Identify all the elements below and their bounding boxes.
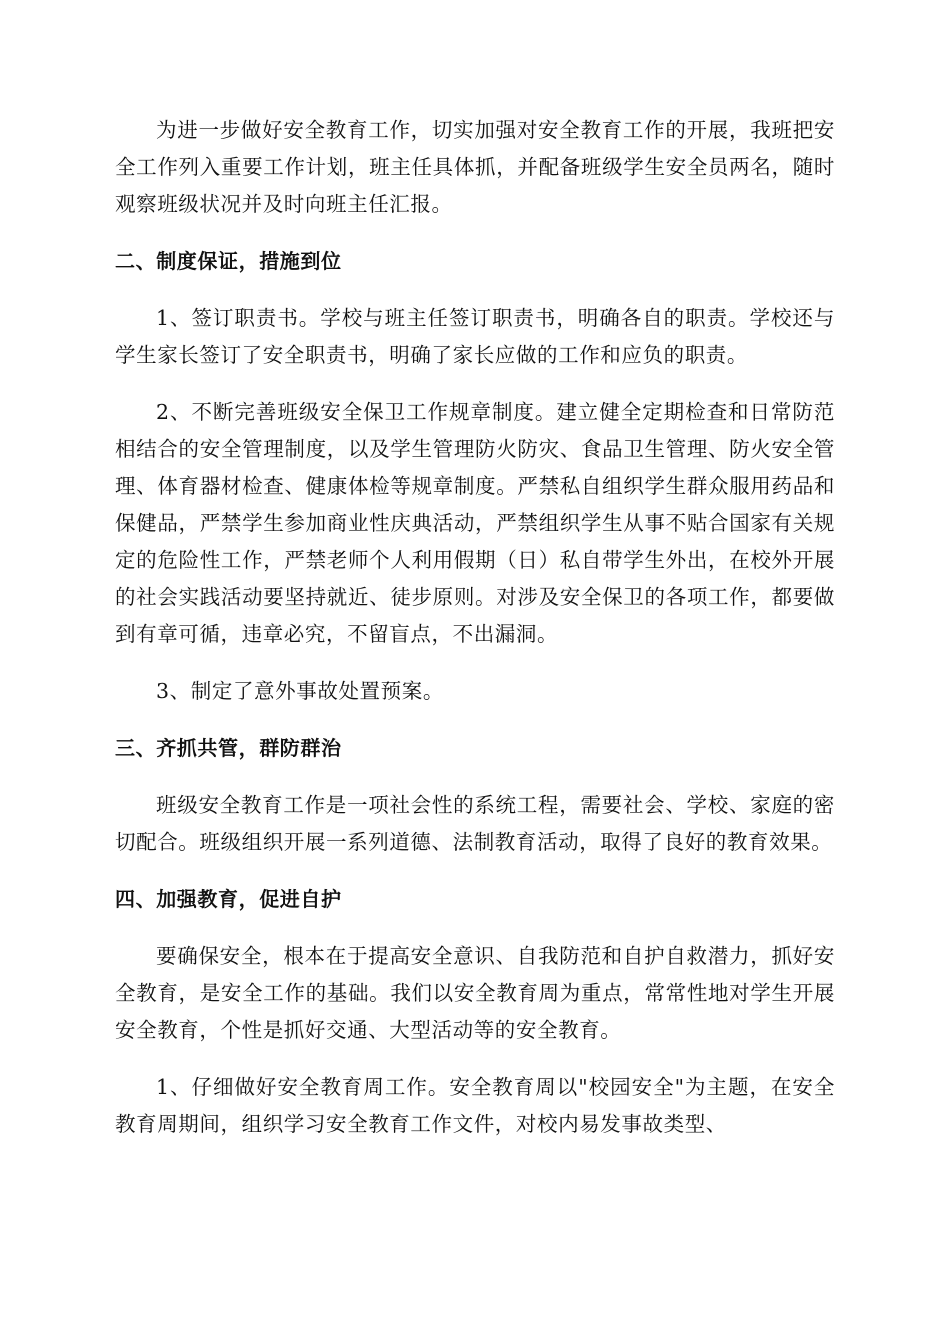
section-heading-3: 三、齐抓共管，群防群治 [115,736,342,760]
document-body [115,112,835,1163]
section-heading-4: 四、加强教育，促进自护 [115,887,342,911]
intro-paragraph: 为进一步做好安全教育工作，切实加强对安全教育工作的开展，我班把安全工作列入重要工作计划，班主任具体抓，并配备班级学生安全员两名，随时观察班级状况并及时向班主任汇报。 [115,118,835,216]
paragraph-contingency: 3、制定了意外事故处置预案。 [156,679,444,703]
paragraph-regulations: 2、不断完善班级安全保卫工作规章制度。建立健全定期检查和日常防范相结合的安全管理制度，以及学生管理防火防灾、食品卫生管理、防火安全管理、体育器材检查、健康体检等规章制度。严禁私自组织学生群众服用药品和保健品，严禁学生参加商业性庆典活动，严禁组织学生从事不贴合国家有关规定的危险性工作，严禁老师个人利用假期（日）私自带学生外出，在校外开展的社会实践活动要坚持就近、徒步原则。对涉及安全保卫的各项工作，都要做到有章可循，违章必究，不留盲点，不出漏洞。 [115,400,835,646]
paragraph-safety-week: 1、仔细做好安全教育周工作。安全教育周以"校园安全"为主题，在安全教育周期间，组织学习安全教育工作文件，对校内易发事故类型、 [115,1075,835,1136]
paragraph-responsibility: 1、签订职责书。学校与班主任签订职责书，明确各自的职责。学校还与学生家长签订了安全职责书，明确了家长应做的工作和应负的职责。 [115,306,835,367]
paragraph-cooperation: 班级安全教育工作是一项社会性的系统工程，需要社会、学校、家庭的密切配合。班级组织开展一系列道德、法制教育活动，取得了良好的教育效果。 [115,793,835,854]
section-heading-2: 二、制度保证，措施到位 [115,249,342,273]
paragraph-education: 要确保安全，根本在于提高安全意识、自我防范和自护自救潜力，抓好安全教育，是安全工作的基础。我们以安全教育周为重点，常常性地对学生开展安全教育，个性是抓好交通、大型活动等的安全教育。 [115,944,835,1042]
